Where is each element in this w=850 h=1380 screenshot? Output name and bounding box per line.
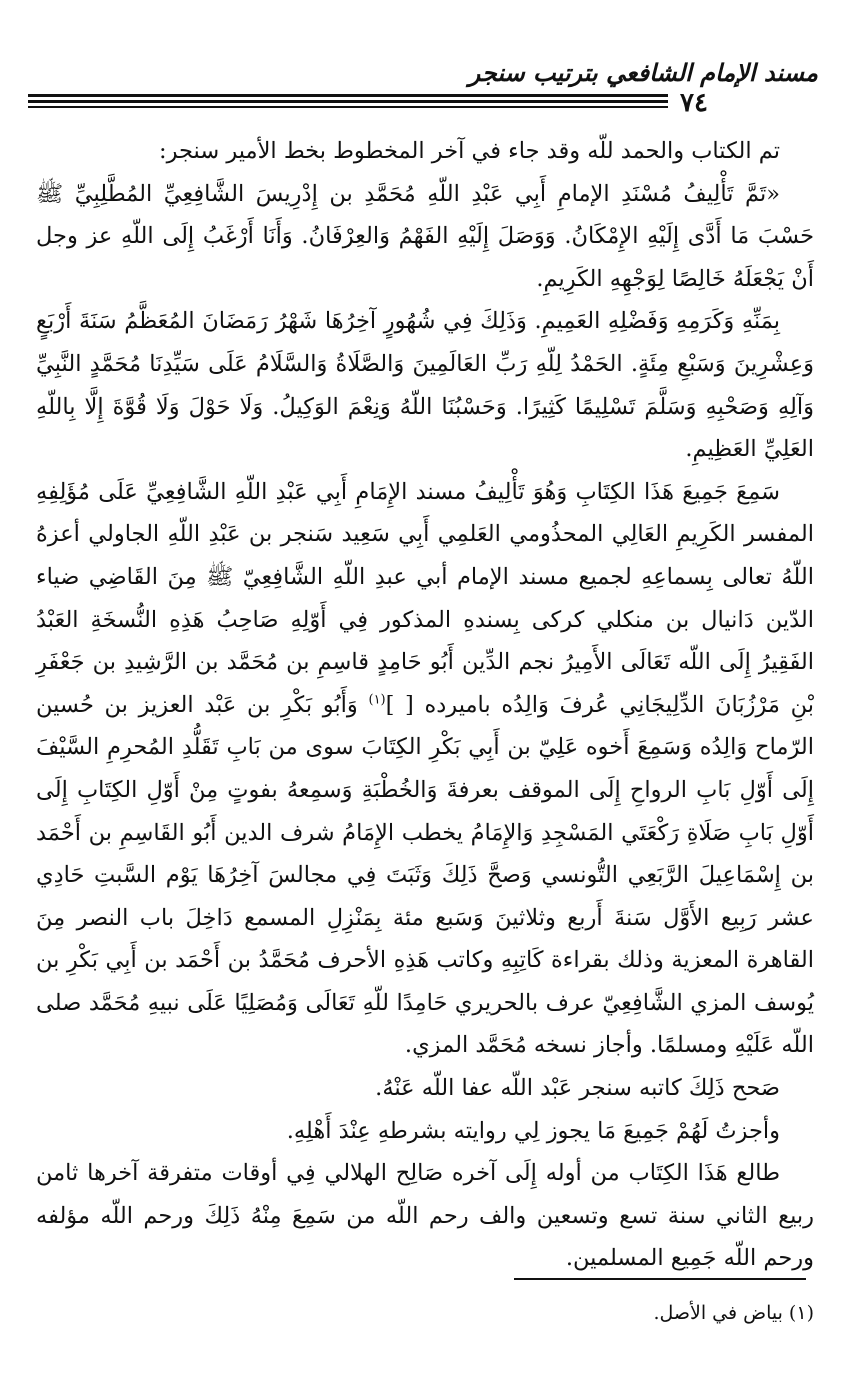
paragraph: تم الكتاب والحمد للّه وقد جاء في آخر المخطوط بخط الأمير سنجر: bbox=[159, 138, 780, 164]
footnote-separator bbox=[514, 1278, 806, 1280]
running-title: مسند الإمام الشافعي بترتيب سنجر bbox=[468, 58, 818, 87]
paragraph bbox=[36, 471, 814, 1067]
paragraph: طالع هَذَا الكِتَاب من أوله إِلَى آخره صَالِح الهلالي فِي أوقات متفرقة آخرها ثامن ربيع الثاني سنة تسع وتسعين والف رحم اللّه من سَمِعَ مِنْهُ ذَلِكَ ورحم اللّه مؤلفه ورحم اللّه جَمِيع المسلمين. bbox=[36, 1160, 814, 1272]
paragraph: «تَمَّ تَأْلِيفُ مُسْنَدِ الإمامِ أَبِي عَبْدِ اللّهِ مُحَمَّدِ بن إِدْرِيسَ الشَّافِعِيِّ المُطَّلِبِيِّ ﷺ حَسْبَ مَا أَدَّى إِلَيْهِ الإِمْكَانُ. وَوَصَلَ إِلَيْهِ الفَهْمُ وَالعِرْفَانُ. وَأَنَا أَرْغَبُ إِلَى اللّهِ عز وجل أَنْ يَجْعَلَهُ خَالِصًا لِوَجْهِهِ الكَرِيمِ. bbox=[36, 180, 814, 292]
paragraph: بِمَنِّهِ وَكَرَمِهِ وَفَضْلِهِ العَمِيمِ. وَذَلِكَ فِي شُهُورٍ آخِرُهَا شَهْرُ رَمَضَانَ المُعَظَّمُ سَنَةَ أَرْبَعٍ وَعِشْرِينَ وَسَبْعِ مِئَةٍ. الحَمْدُ لِلّهِ رَبِّ العَالَمِينَ وَالصَّلَاةُ وَالسَّلَامُ عَلَى سَيِّدِنَا مُحَمَّدٍ النَّبِيِّ وَآلِهِ وَصَحْبِهِ وَسَلَّمَ تَسْلِيمًا كَثِيرًا. وَحَسْبُنَا اللّهُ وَنِعْمَ الوَكِيلُ. وَلَا حَوْلَ وَلَا قُوَّةَ إِلَّا بِاللّهِ العَلِيِّ العَظِيمِ. bbox=[36, 308, 814, 463]
footnote: (١) بياض في الأصل. bbox=[653, 1302, 814, 1324]
page-number: ٧٤ bbox=[680, 88, 708, 118]
paragraph: وأجزتُ لَهُمْ جَمِيعَ مَا يجوز لِي روايته بشرطهِ عِنْدَ أَهْلِهِ. bbox=[286, 1117, 780, 1144]
header-rule-line bbox=[28, 100, 668, 103]
paragraph-part: سَمِعَ جَمِيعَ هَذَا الكِتَابِ وَهُوَ تَأْلِيفُ مسند الإِمَامِ أَبِي عَبْدِ اللّهِ الشَّافِعِيِّ عَلَى مُؤَلِفِهِ المفسر الكَرِيمِ العَالِي المحذُومي العَلمِي أَبِي سَعِيد سَنجر بن عَبْدِ اللّهِ الجاولي أعزهُ اللّهُ تعالى بِسماعِهِ لجميع مسند الإمام أبي عبدِ اللّهِ الشَّافِعِيّ ﷺ مِنَ القَاضِي ضياء الدّين دَانيال بن منكلي كركى بِسندهِ المذكور فِي أَوّلِهِ صَاحِبُ هَذِهِ النُّسخَةِ العَبْدُ الفَقِيرُ إِلَى اللّه تَعَالَى الأَمِيرُ نجم الدِّين أَبُو حَامِدٍ قاسِمِ بن مُحَمَّد بن الرَّشِيدِ بن جَعْفَرِ بْنِ مَرْزُبَانَ الدِّلِيجَانِي عُرفَ وَالِدُه باميرده [ ] bbox=[36, 478, 815, 718]
paragraph-part: وَأَبُو بَكْرِ بن عَبْد العزيز بن حُسين الرّماح وَالِدُه وَسَمِعَ أَخوه عَلِيّ بن أَبِي بَكْرِ الكِتَابَ سوى من بَابِ تَقَلُّدِ المُحرِمِ السَّيْفَ إِلَى أَوّلِ بَابِ الرواحِ إِلَى الموقف بعرفةَ وَالخُطْبَةِ وَسمِعهُ بفوتٍ مِنْ أَوّلِ الكِتَابِ إِلَى أَوّلِ بَابِ صَلَاةِ رَكْعَتَي المَسْجِدِ وَالإِمَامُ يخطب الإِمَامُ شرف الدين أَبُو القَاسِمِ بن أَحْمَد بن إِسْمَاعِيلَ الرَّبَعِي التُّونسي وَصحَّ ذَلِكَ وَثَبَتَ فِي مجالسَ آخِرُهَا يَوْم السَّبتِ حَادِي عشر رَبِيع الأَوَّل سَنةَ أَربع وثلاثينَ وَسَبع مئة بِمَنْزِلِ المسمع دَاخِلَ باب النصر مِنَ القاهرة المعزية وذلك بقراءة كَاتِبِهِ وكاتب هَذِهِ الأحرف مُحَمَّدُ بن أَحْمَد بن أَبِي بَكْرِ بن يُوسف المزي الشَّافِعِيّ عرف بالحريري حَامِدًا للّهِ تَعَالَى وَمُصَلِيًا عَلَى نبيهِ مُحَمَّد صلى اللّه عَلَيْهِ ومسلمًا. وأجاز نسخه مُحَمَّد المزي. bbox=[36, 691, 814, 1059]
header-rule-line bbox=[28, 106, 668, 108]
body-text bbox=[36, 130, 814, 1280]
header-rule bbox=[28, 94, 668, 108]
header-rule-line bbox=[28, 94, 668, 97]
paragraph: صَحح ذَلِكَ كاتبه سنجر عَبْد اللّه عفا اللّه عَنْهُ. bbox=[375, 1075, 780, 1102]
footnote-reference[interactable]: (١) bbox=[368, 692, 386, 708]
